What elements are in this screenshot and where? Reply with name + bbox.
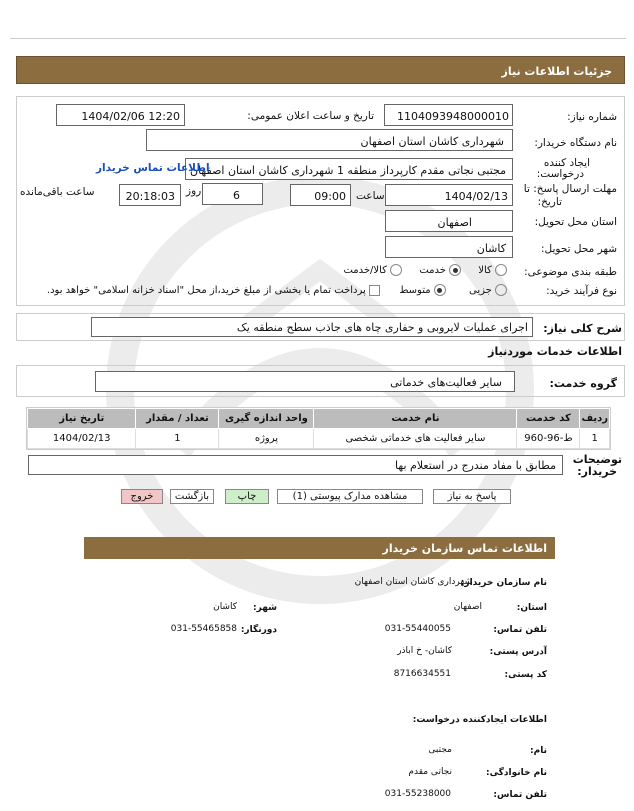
province-label: استان محل تحویل:: [534, 216, 617, 228]
org-label: نام سازمان خریدار:: [460, 578, 547, 588]
city-contact-value: کاشان: [213, 602, 237, 612]
payment-checkbox[interactable]: [369, 285, 380, 296]
cell-date: 1404/02/13: [28, 429, 136, 449]
need-number-label: شماره نیاز:: [567, 111, 617, 123]
radio-jozei-label: جزیی: [468, 285, 492, 296]
description-label: شرح کلی نیاز:: [543, 322, 622, 335]
day-label: روز: [186, 185, 202, 197]
phone-value: 031-55440055: [384, 624, 451, 634]
creator-label-2: درخواست:: [536, 168, 584, 180]
radio-khedmat[interactable]: [449, 264, 461, 276]
col-row: ردیف: [580, 409, 610, 429]
contact-title: اطلاعات تماس سازمان خریدار: [382, 542, 547, 555]
announce-field: 1404/02/06 12:20: [56, 104, 185, 126]
family-value: نجاتی مقدم: [408, 767, 452, 777]
page-title: جزئیات اطلاعات نیاز: [501, 65, 612, 78]
contact-header: [84, 537, 555, 559]
creator-label-1: ایجاد کننده: [543, 157, 590, 169]
buyer-org-field: شهرداری کاشان استان اصفهان: [146, 129, 513, 151]
buyer-org-label: نام دستگاه خریدار:: [534, 137, 617, 149]
name-value: مجتبی: [428, 745, 452, 755]
reply-button[interactable]: پاسخ به نیاز: [433, 489, 511, 504]
radio-motevaset-label: متوسط: [399, 285, 431, 296]
deadline-time-field: 09:00: [290, 184, 351, 206]
buyer-notes-label-2: خریدار:: [577, 465, 617, 478]
creator-field: مجتبی نجاتی مقدم کارپرداز منطقه 1 شهرداری کاشان استان اصفهان: [185, 158, 513, 180]
items-table: [27, 408, 610, 449]
days-field: 6: [202, 183, 263, 205]
col-qty: تعداد / مقدار: [136, 409, 219, 429]
city-label: شهر محل تحویل:: [541, 243, 617, 255]
family-label: نام خانوادگی:: [485, 768, 547, 778]
items-table-wrap: [26, 407, 611, 450]
col-name: نام خدمت: [314, 409, 517, 429]
page-header: [16, 56, 625, 84]
buyer-contact-link[interactable]: اطلاعات تماس خریدار: [96, 162, 210, 174]
cell-name: سایر فعالیت های خدماتی شخصی: [314, 429, 517, 449]
remaining-label: ساعت باقی‌مانده: [20, 186, 95, 198]
need-number-field: 1104093948000010: [384, 104, 513, 126]
time-label: ساعت: [356, 190, 385, 202]
col-code: کد خدمت: [517, 409, 580, 429]
radio-kala-label: کالا: [478, 265, 492, 276]
table-row: [28, 429, 610, 449]
deadline-date-field: 1404/02/13: [385, 184, 513, 206]
print-button[interactable]: چاپ: [225, 489, 269, 504]
name-label: نام:: [530, 746, 547, 756]
address-label: آدرس پستی:: [489, 647, 547, 657]
service-group-label: گروه خدمت:: [549, 377, 617, 390]
announce-label: تاریخ و ساعت اعلان عمومی:: [247, 110, 374, 122]
radio-kala-khedmat[interactable]: [390, 264, 402, 276]
city-contact-label: شهر:: [253, 603, 277, 613]
org-value: شهرداری کاشان استان اصفهان: [354, 577, 472, 587]
city-field: کاشان: [385, 236, 513, 258]
description-field: اجرای عملیات لایروبی و حفاری چاه های جاذب سطح منطقه یک: [91, 317, 533, 337]
col-unit: واحد اندازه گیری: [219, 409, 314, 429]
payment-note: پرداخت تمام یا بخشی از مبلغ خرید،از محل "اسناد خزانه اسلامی" خواهد بود.: [46, 285, 366, 296]
creator-info-title: اطلاعات ایجادکننده درخواست:: [412, 715, 547, 725]
cell-unit: پروژه: [219, 429, 314, 449]
table-header-row: [28, 409, 610, 429]
service-group-field: سایر فعالیت‌های خدماتی: [95, 371, 515, 392]
col-date: تاریخ نیاز: [28, 409, 136, 429]
phone-label: تلفن تماس:: [493, 625, 547, 635]
deadline-label-2: تاریخ:: [537, 196, 562, 208]
attachments-button[interactable]: مشاهده مدارک پیوستی (1): [277, 489, 423, 504]
cell-row: 1: [580, 429, 610, 449]
back-button[interactable]: بازگشت: [170, 489, 214, 504]
buyer-notes-field: مطابق با مفاد مندرج در استعلام بها: [28, 455, 563, 475]
category-radio-group: [343, 264, 507, 276]
province-contact-value: اصفهان: [453, 602, 482, 612]
radio-jozei[interactable]: [495, 284, 507, 296]
creator-phone-value: 031-55238000: [384, 789, 451, 799]
postal-label: کد پستی:: [504, 670, 547, 680]
process-label: نوع فرآیند خرید:: [546, 285, 617, 297]
deadline-label-1: مهلت ارسال پاسخ: تا: [523, 183, 617, 195]
remaining-time-field: 20:18:03: [119, 184, 181, 206]
category-label: طبقه بندی موضوعی:: [524, 266, 617, 278]
top-divider: [10, 38, 626, 39]
cell-qty: 1: [136, 429, 219, 449]
radio-khedmat-label: خدمت: [419, 265, 446, 276]
radio-kala-khedmat-label: کالا/خدمت: [343, 265, 387, 276]
fax-value: 031-55465858: [170, 624, 237, 634]
radio-kala[interactable]: [495, 264, 507, 276]
buyer-notes-label-1: توضیحات: [572, 453, 622, 466]
radio-motevaset[interactable]: [434, 284, 446, 296]
cell-code: ط-96-960: [517, 429, 580, 449]
postal-value: 8716634551: [393, 669, 451, 679]
services-title: اطلاعات خدمات موردنیاز: [488, 345, 622, 358]
province-contact-label: استان:: [516, 603, 547, 613]
creator-phone-label: تلفن تماس:: [493, 790, 547, 800]
address-value: کاشان- خ اباذر: [397, 646, 452, 656]
province-field: اصفهان: [385, 210, 513, 232]
exit-button[interactable]: خروج: [121, 489, 163, 504]
fax-label: دورنگار:: [240, 625, 277, 635]
process-radio-group: [47, 284, 507, 296]
